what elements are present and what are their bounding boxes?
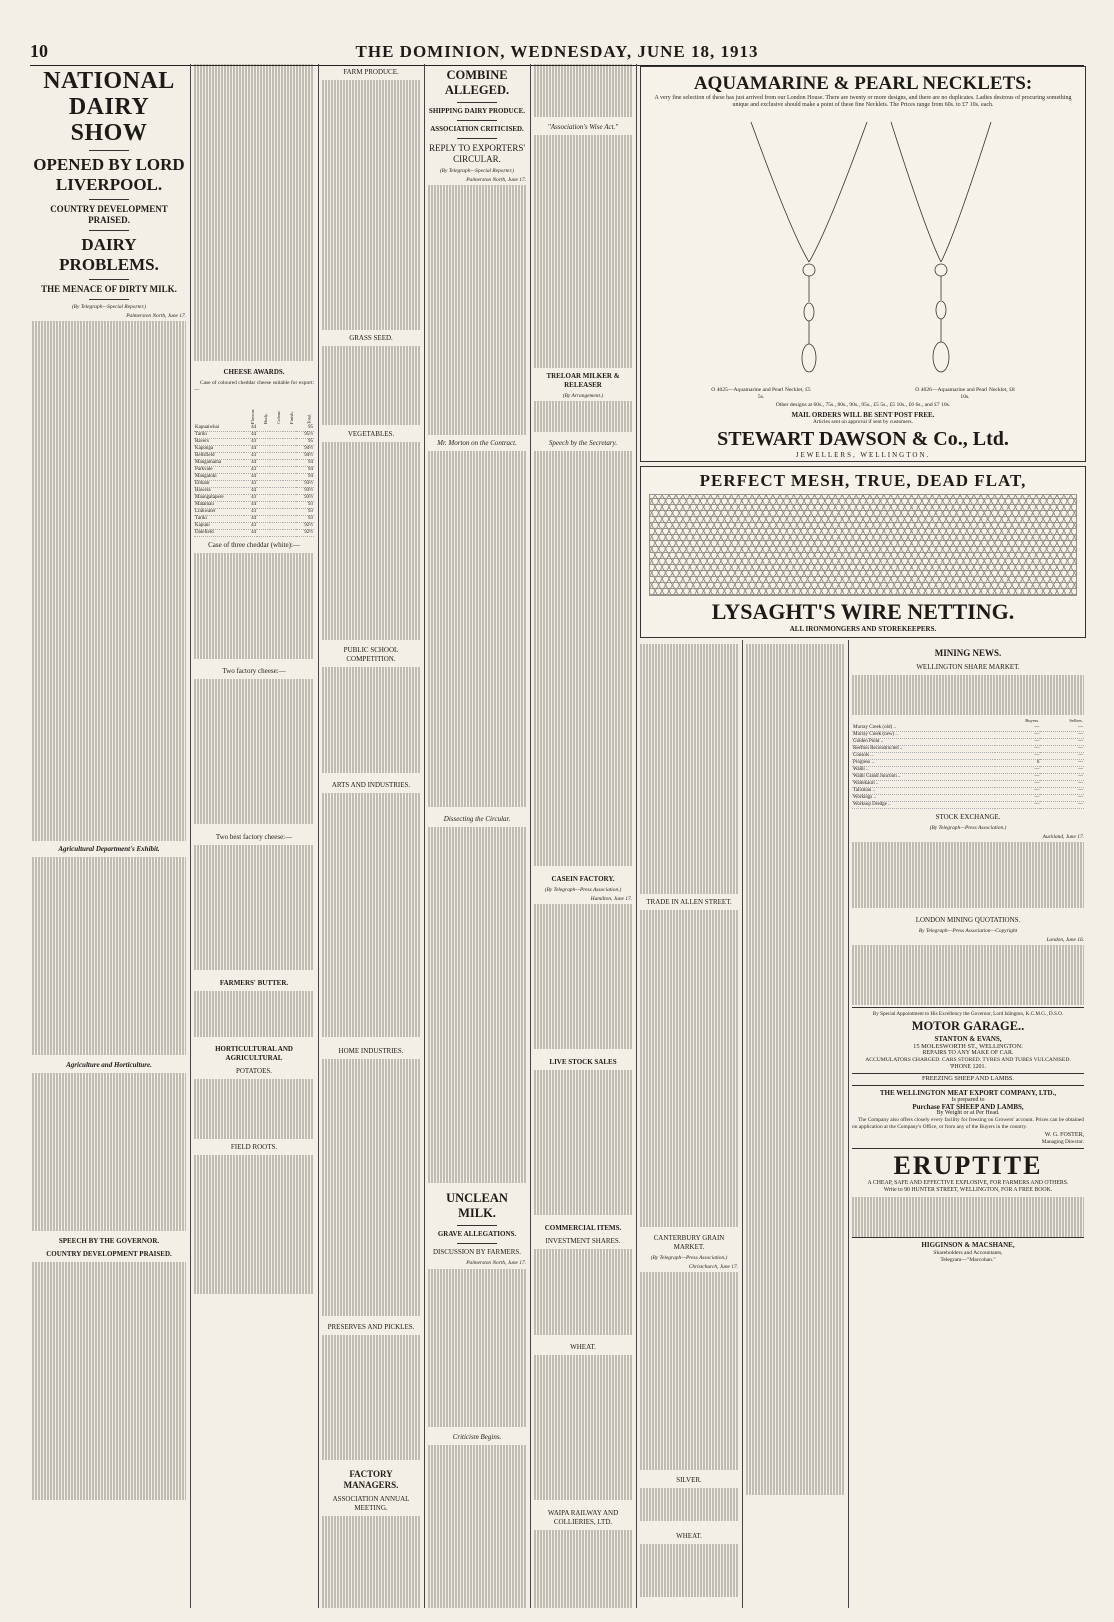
col-body: Body. <box>263 413 269 425</box>
table-row <box>852 746 1084 753</box>
dateline: Palmerston North, June 17. <box>466 1260 526 1267</box>
subhead-waipa: WAIPA RAILWAY AND COLLIERIES, LTD. <box>547 1509 619 1527</box>
mail-orders-note: Articles sent on approval if sent by customers. <box>812 419 913 426</box>
cheese-awards-table <box>194 395 314 537</box>
table-row <box>852 760 1084 767</box>
wire-sub: ALL IRONMONGERS AND STOREKEEPERS. <box>789 625 937 633</box>
col-sellers: Sellers. <box>1069 718 1083 723</box>
ad-higginson-title: HIGGINSON & MACSHANE, <box>921 1241 1015 1250</box>
ad-meat-sign2: Managing Director. <box>1041 1138 1084 1145</box>
column-3 <box>322 64 420 1608</box>
necklace-illustration <box>641 112 1085 382</box>
byline: (By Telegraph—Special Reporter.) <box>439 168 515 174</box>
table-row <box>852 781 1084 788</box>
heading-home-industries: HOME INDUSTRIES. <box>338 1047 404 1055</box>
table-row <box>194 453 314 460</box>
subhead-stock-exchange: STOCK EXCHANGE. <box>935 813 1001 821</box>
heading-vegetables: VEGETABLES. <box>347 430 395 438</box>
buyers-value: — <box>995 746 1040 753</box>
heading-three-cheddar: Case of three cheddar (white):— <box>208 541 300 550</box>
sellers-value: — <box>1040 781 1084 788</box>
column-1 <box>32 64 186 1608</box>
wire-brand: LYSAGHT'S WIRE NETTING. <box>711 599 1015 624</box>
mine-name: Worksop Dredge .. <box>852 802 995 809</box>
heading-grass-seed: GRASS SEED. <box>349 334 393 342</box>
newspaper-title: THE DOMINION, WEDNESDAY, JUNE 18, 1913 <box>355 42 759 61</box>
mine-name: Progress .. <box>852 760 995 767</box>
table-row <box>852 795 1084 802</box>
column-4 <box>428 64 526 1608</box>
table-row <box>194 446 314 453</box>
page-number: 10 <box>30 41 48 61</box>
factory-name: Tariki <box>194 516 244 523</box>
ad-motor-garage <box>852 1007 1084 1074</box>
wire-mesh-illustration <box>649 494 1077 596</box>
headline-commercial-items: COMMERCIAL ITEMS. <box>544 1224 622 1233</box>
byline: (By Telegraph—Press Association.) <box>650 1255 728 1261</box>
byline: (By Telegraph—Press Association.) <box>929 825 1007 831</box>
table-row <box>194 502 314 509</box>
headline-country-development: COUNTRY DEVELOPMENT PRAISED. <box>50 204 168 225</box>
sellers-value: — <box>1040 802 1084 809</box>
headline-shipping-dairy: SHIPPING DAIRY PRODUCE. <box>428 107 526 115</box>
col-buyers: Buyers. <box>1025 718 1040 723</box>
heading-cheese-awards: CHEESE AWARDS. <box>223 368 285 376</box>
headline-treloar: TRELOAR MILKER & RELEASER <box>546 372 620 389</box>
total-score: 94 <box>296 460 314 467</box>
mine-name: Waihi .. <box>852 767 995 774</box>
heading-farm-produce: FARM PRODUCE. <box>343 68 399 76</box>
subhead-share-market: WELLINGTON SHARE MARKET. <box>916 663 1020 671</box>
headline-menace-dirty-milk: THE MENACE OF DIRTY MILK. <box>41 284 177 294</box>
total-score: 93½ <box>296 481 314 488</box>
mine-name: Workings .. <box>852 795 995 802</box>
factory-name: Dalefield <box>194 530 244 537</box>
ad-eruptite <box>852 1148 1084 1197</box>
mail-orders: MAIL ORDERS WILL BE SENT POST FREE. <box>791 411 935 420</box>
total-score: 94½ <box>296 446 314 453</box>
total-score: 95 <box>296 439 314 446</box>
dateline: Auckland, June 17. <box>1042 833 1084 840</box>
total-score: 95½ <box>296 432 314 439</box>
buyers-value: — <box>995 788 1040 795</box>
headline-unclean-milk: UNCLEAN MILK. <box>446 1191 508 1221</box>
column-rule <box>190 64 191 1608</box>
factory-name: Maungatapere <box>194 495 244 502</box>
heading-mining-news: MINING NEWS. <box>934 648 1002 658</box>
heading-factory-managers: FACTORY MANAGERS. <box>343 1469 399 1490</box>
flavour-score: 44 <box>244 446 257 453</box>
headline-dairy-problems: DAIRY PROBLEMS. <box>59 235 159 274</box>
subhead-london-mining: LONDON MINING QUOTATIONS. <box>915 916 1021 925</box>
caption-right: O 4026—Aquamarine and Pearl Necklet, £8 10s. <box>915 386 1015 400</box>
byline: (By Arrangement.) <box>562 393 604 399</box>
ad-necklets <box>640 66 1086 462</box>
ad-eruptite-l1: A CHEAP, SAFE AND EFFECTIVE EXPLOSIVE, FOR FARMERS AND OTHERS. <box>867 1180 1069 1187</box>
buyers-value: — <box>995 725 1040 732</box>
ad-motor-firm: STANTON & EVANS, <box>934 1034 1002 1043</box>
flavour-score: 44 <box>244 516 257 523</box>
ad-higginson-l2: Telegram—"Marcoban." <box>940 1256 996 1263</box>
ad-necklets-title: AQUAMARINE & PEARL NECKLETS: <box>693 73 1033 94</box>
heading-public-school: PUBLIC SCHOOL COMPETITION. <box>343 646 399 663</box>
column-rule <box>318 64 319 1608</box>
flavour-score: 43 <box>244 453 257 460</box>
masthead <box>30 36 1084 66</box>
dateline: Palmerston North, June 17. <box>126 312 186 319</box>
flavour-score: 44 <box>244 460 257 467</box>
total-score: 92½ <box>296 530 314 537</box>
mining-table <box>852 715 1084 809</box>
column-rule <box>848 640 849 1608</box>
table-row <box>852 788 1084 795</box>
col-flavour: Flavour. <box>250 409 256 425</box>
wire-top: PERFECT MESH, TRUE, DEAD FLAT, <box>699 471 1027 490</box>
table-row <box>194 509 314 516</box>
headline-live-stock: LIVE STOCK SALES <box>549 1058 617 1067</box>
dateline: London, June 16. <box>1046 936 1084 943</box>
mine-name: Murray Creek (old) .. <box>852 725 995 732</box>
buyers-value: — <box>995 739 1040 746</box>
subhead-allen-street: TRADE IN ALLEN STREET. <box>646 898 732 906</box>
ad-motor-phone: 'PHONE 1201. <box>949 1063 987 1070</box>
factory-name: Parkvale <box>194 467 244 474</box>
heading-two-best: Two best factory cheese:— <box>215 833 293 842</box>
subhead-investment-shares: INVESTMENT SHARES. <box>545 1237 621 1246</box>
buyers-value: — <box>995 753 1040 760</box>
headline-combine-alleged: COMBINE ALLEGED. <box>444 68 510 97</box>
column-2 <box>194 64 314 1608</box>
table-row <box>194 432 314 439</box>
mine-name: Talisman .. <box>852 788 995 795</box>
factory-name: Ravers <box>194 439 244 446</box>
sellers-value: — <box>1040 753 1084 760</box>
column-6 <box>640 644 738 1608</box>
table-row <box>852 802 1084 809</box>
heading-horticultural: HORTICULTURAL AND AGRICULTURAL <box>215 1045 293 1063</box>
sellers-value: — <box>1040 746 1084 753</box>
table-row <box>852 767 1084 774</box>
total-score: 92½ <box>296 523 314 530</box>
caption-left: O 4025—Aquamarine and Pearl Necklet, £5 5s. <box>711 386 811 400</box>
dateline: Christchurch, June 17. <box>688 1263 738 1270</box>
col-colour: Colour. <box>276 410 282 425</box>
ad-meat-l4: The Company also offers closely every facility for freezing on Growers' account. Prices can be obtained on application at the Company's Office, or from any of the Buyers in the country. <box>852 1116 1084 1130</box>
total-score: 93 <box>296 516 314 523</box>
heading-potatoes: POTATOES. <box>235 1067 273 1076</box>
subhead-criticism: Criticism Begins. <box>452 1432 502 1441</box>
ad-motor-appointment: By Special Appointment to His Excellency the Governor, Lord Islington, K.C.M.G., D.S.O. <box>872 1011 1064 1018</box>
heading-two-factory: Two factory cheese:— <box>222 667 286 676</box>
ad-meat-export <box>852 1085 1084 1149</box>
subhead-agri-dept: Agricultural Department's Exhibit. <box>58 845 160 854</box>
note-coloured-cheddar: Case of coloured cheddar cheese suitable for export:— <box>194 380 314 393</box>
sellers-value: — <box>1040 725 1084 732</box>
ad-meat-title: THE WELLINGTON MEAT EXPORT COMPANY, LTD., <box>879 1088 1057 1097</box>
heading-canterbury-grain: CANTERBURY GRAIN MARKET. <box>653 1234 725 1251</box>
total-score: 93 <box>296 502 314 509</box>
headline-grave-allegations: GRAVE ALLEGATIONS. <box>437 1230 517 1239</box>
headline-reply-exporters: REPLY TO EXPORTERS' CIRCULAR. <box>428 143 526 164</box>
table-row <box>194 481 314 488</box>
buyers-value: — <box>995 802 1040 809</box>
table-row <box>194 530 314 537</box>
buyers-value: — <box>995 774 1040 781</box>
headline-opened-by-lord-liverpool: OPENED BY LORD LIVERPOOL. <box>33 155 185 194</box>
column-6b <box>746 644 844 1608</box>
headline-association-criticised: ASSOCIATION CRITICISED. <box>430 125 524 133</box>
sellers-value: — <box>1040 732 1084 739</box>
table-row <box>194 467 314 474</box>
ad-freezing: FREEZING SHEEP AND LAMBS. <box>921 1075 1015 1083</box>
factory-name: Linkwater <box>194 509 244 516</box>
heading-farmers-butter: FARMERS' BUTTER. <box>219 979 289 988</box>
factory-name: Hawera <box>194 488 244 495</box>
flavour-score: 44 <box>244 502 257 509</box>
column-7 <box>852 644 1084 1608</box>
column-rule <box>636 64 637 1608</box>
ad-meat-l2: Purchase FAT SHEEP AND LAMBS, <box>912 1102 1024 1111</box>
dateline: Hamilton, June 17. <box>590 895 632 902</box>
table-row <box>852 753 1084 760</box>
heading-arts-industries: ARTS AND INDUSTRIES. <box>331 781 411 789</box>
table-row <box>852 739 1084 746</box>
buyers-value: — <box>995 732 1040 739</box>
col-finish: Finish. <box>289 411 295 425</box>
table-row <box>852 774 1084 781</box>
total-score: 93 <box>296 509 314 516</box>
table-row <box>852 732 1084 739</box>
flavour-score: 43 <box>244 495 257 502</box>
ad-higginson <box>852 1237 1084 1266</box>
table-row <box>194 460 314 467</box>
col-total: Total. <box>307 413 312 425</box>
buyers-value: — <box>995 767 1040 774</box>
firm-name: STEWART DAWSON & Co., Ltd. <box>717 428 1009 451</box>
subhead-dissecting: Dissecting the Circular. <box>443 815 511 824</box>
mine-name: Golden Point .. <box>852 739 995 746</box>
ad-motor-accumulators: ACCUMULATORS CHARGED. CARS STORED. TYRES AND TUBES VULCANISED. <box>865 1056 1071 1063</box>
ad-higginson-l1: Shareholders and Accountants, <box>933 1250 1003 1257</box>
buyers-value: — <box>995 781 1040 788</box>
factory-name: Kaponga <box>194 446 244 453</box>
subhead-secretary: Speech by the Secretary. <box>548 439 618 447</box>
flavour-score: 43 <box>244 509 257 516</box>
flavour-score: 44 <box>244 530 257 537</box>
factory-name: Mangatoki <box>194 474 244 481</box>
flavour-score: 44 <box>244 488 257 495</box>
subhead-agri-hort: Agriculture and Horticulture. <box>66 1061 152 1070</box>
mine-name: Consols .. <box>852 753 995 760</box>
dateline: Palmerston North, June 17. <box>466 176 526 183</box>
byline: (By Telegraph—Special Reporter.) <box>71 304 147 310</box>
treloar-block <box>534 368 632 401</box>
factory-name: Mangamama <box>194 460 244 467</box>
flavour-score: 43 <box>244 523 257 530</box>
total-score: 94½ <box>296 453 314 460</box>
ad-meat-sign: W. G. FOSTER, <box>1044 1132 1084 1139</box>
total-score: 93½ <box>296 488 314 495</box>
flavour-score: 43 <box>244 481 257 488</box>
column-rule <box>530 64 531 1608</box>
subhead-wise-act: "Association's Wise Act." <box>547 123 619 131</box>
sellers-value: — <box>1040 767 1084 774</box>
column-5 <box>534 64 632 1608</box>
factory-name: Kapuaiwhai <box>194 425 244 432</box>
headline-casein-factory: CASEIN FACTORY. <box>551 875 615 883</box>
table-row <box>194 474 314 481</box>
mine-name: Waitekauri .. <box>852 781 995 788</box>
table-row <box>194 523 314 530</box>
ad-motor-repairs: REPAIRS TO ANY MAKE OF CAR. <box>922 1050 1014 1057</box>
headline-discussion-farmers: DISCUSSION BY FARMERS. <box>432 1248 522 1257</box>
mine-name: Waihi Grand Junction .. <box>852 774 995 781</box>
flavour-score: 44 <box>244 432 257 439</box>
table-row <box>194 495 314 502</box>
headline-national-dairy-show: NATIONAL DAIRY SHOW <box>43 68 175 146</box>
sellers-value: — <box>1040 788 1084 795</box>
subhead-annual-meeting: ASSOCIATION ANNUAL MEETING. <box>332 1495 410 1512</box>
column-rule <box>424 64 425 1608</box>
subhead-mr-morton: Mr. Morton on the Contract. <box>437 439 517 448</box>
sellers-value: — <box>1040 795 1084 802</box>
flavour-score: 43 <box>244 439 257 446</box>
flavour-score: 44 <box>244 425 257 432</box>
subhead-wheat: WHEAT. <box>570 1343 596 1352</box>
subhead-country-dev: COUNTRY DEVELOPMENT PRAISED. <box>46 1250 172 1259</box>
byline: (By Telegraph—Press Association.) <box>544 887 622 893</box>
byline: By Telegraph—Press Association—Copyright <box>918 928 1018 935</box>
ad-motor-title: MOTOR GARAGE.. <box>911 1018 1025 1033</box>
column-rule <box>742 640 743 1608</box>
factory-name: Eltham <box>194 481 244 488</box>
subhead-governor: SPEECH BY THE GOVERNOR. <box>58 1237 160 1246</box>
ad-wire-netting <box>640 466 1086 638</box>
table-row <box>194 488 314 495</box>
firm-sub: JEWELLERS, WELLINGTON. <box>795 451 931 460</box>
flavour-score: 43 <box>244 467 257 474</box>
sellers-value: — <box>1040 739 1084 746</box>
factory-name: Matamau <box>194 502 244 509</box>
heading-field-roots: FIELD ROOTS. <box>230 1143 278 1152</box>
factory-name: Bellsfield <box>194 453 244 460</box>
heading-wheat: WHEAT. <box>676 1532 702 1541</box>
total-score: 94 <box>296 474 314 481</box>
ad-meat-l3: By Weight or at Per Head. <box>936 1110 1000 1117</box>
sellers-value: — <box>1040 760 1084 767</box>
heading-silver: SILVER. <box>676 1476 702 1485</box>
total-score: 95 <box>296 425 314 432</box>
buyers-value: — <box>995 795 1040 802</box>
total-score: 93½ <box>296 495 314 502</box>
ad-eruptite-title: ERUPTITE <box>893 1151 1043 1181</box>
total-score: 94 <box>296 467 314 474</box>
other-designs: Other designs at 60s., 75s., 80s., 90s., 95s., £5 5s., £5 10s., £6 6s., and £7 10s. <box>775 402 951 409</box>
table-row <box>194 516 314 523</box>
ad-motor-address: 15 MOLESWORTH ST., WELLINGTON. <box>913 1042 1023 1050</box>
mine-name: Murray Creek (new) .. <box>852 732 995 739</box>
ad-meat-l1: Is prepared to <box>951 1097 985 1104</box>
buyers-value: 6 <box>995 760 1040 767</box>
heading-preserves: PRESERVES AND PICKLES. <box>327 1323 415 1331</box>
factory-name: Tariki <box>194 432 244 439</box>
article-text <box>32 321 186 841</box>
flavour-score: 44 <box>244 474 257 481</box>
sellers-value: — <box>1040 774 1084 781</box>
ad-eruptite-l2: Write to 90 HUNTER STREET, WELLINGTON, FOR A FREE BOOK. <box>883 1187 1053 1194</box>
ad-necklets-body: A very fine selection of these has just arrived from our London House. There are twenty or more designs, and there are no duplicates. Ladies desirous of procuring something unique and exclusive should make a point of these fine Necklets. The Prices range from 60s. to £7 10s. each. <box>654 95 1072 109</box>
factory-name: Kapuni <box>194 523 244 530</box>
mine-name: Reefton Reconstructed .. <box>852 746 995 753</box>
table-row <box>194 439 314 446</box>
